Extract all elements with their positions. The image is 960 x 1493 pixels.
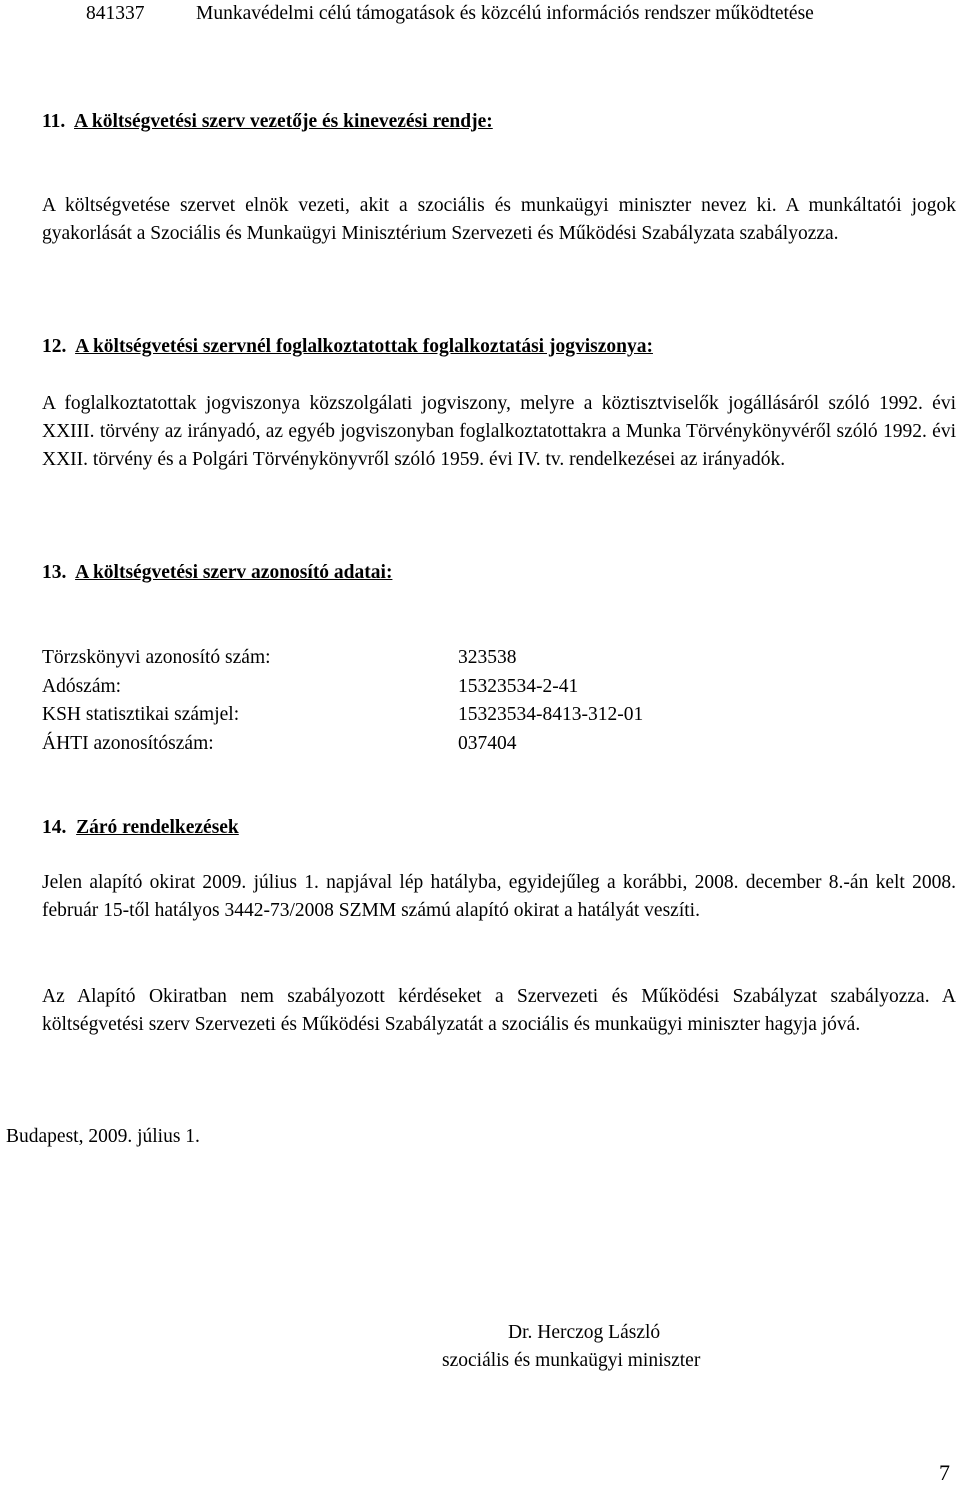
identifier-label: Adószám: xyxy=(42,675,122,697)
place-and-date: Budapest, 2009. július 1. xyxy=(6,1126,200,1147)
activity-code: 841337 xyxy=(86,3,145,24)
section-title: A költségvetési szerv azonosító adatai: xyxy=(75,562,393,583)
signatory-role: szociális és munkaügyi miniszter xyxy=(442,1350,701,1371)
section-12-heading xyxy=(42,333,653,361)
identifier-value: 323538 xyxy=(458,647,517,668)
section-11-heading xyxy=(42,108,493,136)
identifier-label: KSH statisztikai számjel: xyxy=(42,704,240,725)
activity-title: Munkavédelmi célú támogatások és közcélú információs rendszer működtetése xyxy=(196,3,814,24)
section-14-heading xyxy=(42,814,239,842)
section-number: 13. xyxy=(42,562,72,583)
section-14-paragraph-1: Jelen alapító okirat 2009. július 1. napjával lép hatályba, egyidejűleg a korábbi, 2008. december 8.-án kelt 2008. február 15-től hatályos 3442-73/2008 SZMM számú alapító okirat a hatályát veszíti. xyxy=(42,872,956,921)
signatory-name: Dr. Herczog László xyxy=(508,1322,661,1343)
section-title: Záró rendelkezések xyxy=(76,817,239,838)
identifier-value: 037404 xyxy=(458,732,517,754)
section-number: 11. xyxy=(42,111,71,132)
identifier-value: 15323534-2-41 xyxy=(458,675,579,697)
section-12-paragraph: A foglalkoztatottak jogviszonya közszolgálati jogviszony, melyre a köztisztviselők jogállásáról szóló 1992. évi XXIII. törvény az irányadó, az egyéb jogviszonyban foglalkoztatottakra a Munka Törvénykönyvéről szóló 1992. évi XXII. törvény és a Polgári Törvénykönyvről szóló 1959. évi IV. tv. rendelkezései az irányadók. xyxy=(42,393,956,470)
section-number: 12. xyxy=(42,336,72,357)
identifier-value: 15323534-8413-312-01 xyxy=(458,704,644,725)
section-title: A költségvetési szervnél foglalkoztatottak foglalkoztatási jogviszonya: xyxy=(75,336,653,357)
identifier-label: Törzskönyvi azonosító szám: xyxy=(42,647,271,668)
section-14-paragraph-2: Az Alapító Okiratban nem szabályozott kérdéseket a Szervezeti és Működési Szabályzat szabályozza. A költségvetési szerv Szervezeti és Működési Szabályzatát a szociális és munkaügyi miniszter hagyja jóvá. xyxy=(42,986,956,1035)
page-number: 7 xyxy=(939,1460,950,1485)
section-number: 14. xyxy=(42,817,72,838)
section-11-paragraph: A költségvetése szervet elnök vezeti, akit a szociális és munkaügyi miniszter nevez ki. A munkáltatói jogok gyakorlását a Szociális és Munkaügyi Minisztérium Szervezeti és Működési Szabályzata szabályozza. xyxy=(42,195,956,244)
section-title: A költségvetési szerv vezetője és kinevezési rendje: xyxy=(74,111,493,132)
identifier-label: ÁHTI azonosítószám: xyxy=(42,732,214,754)
section-13-heading xyxy=(42,559,392,587)
